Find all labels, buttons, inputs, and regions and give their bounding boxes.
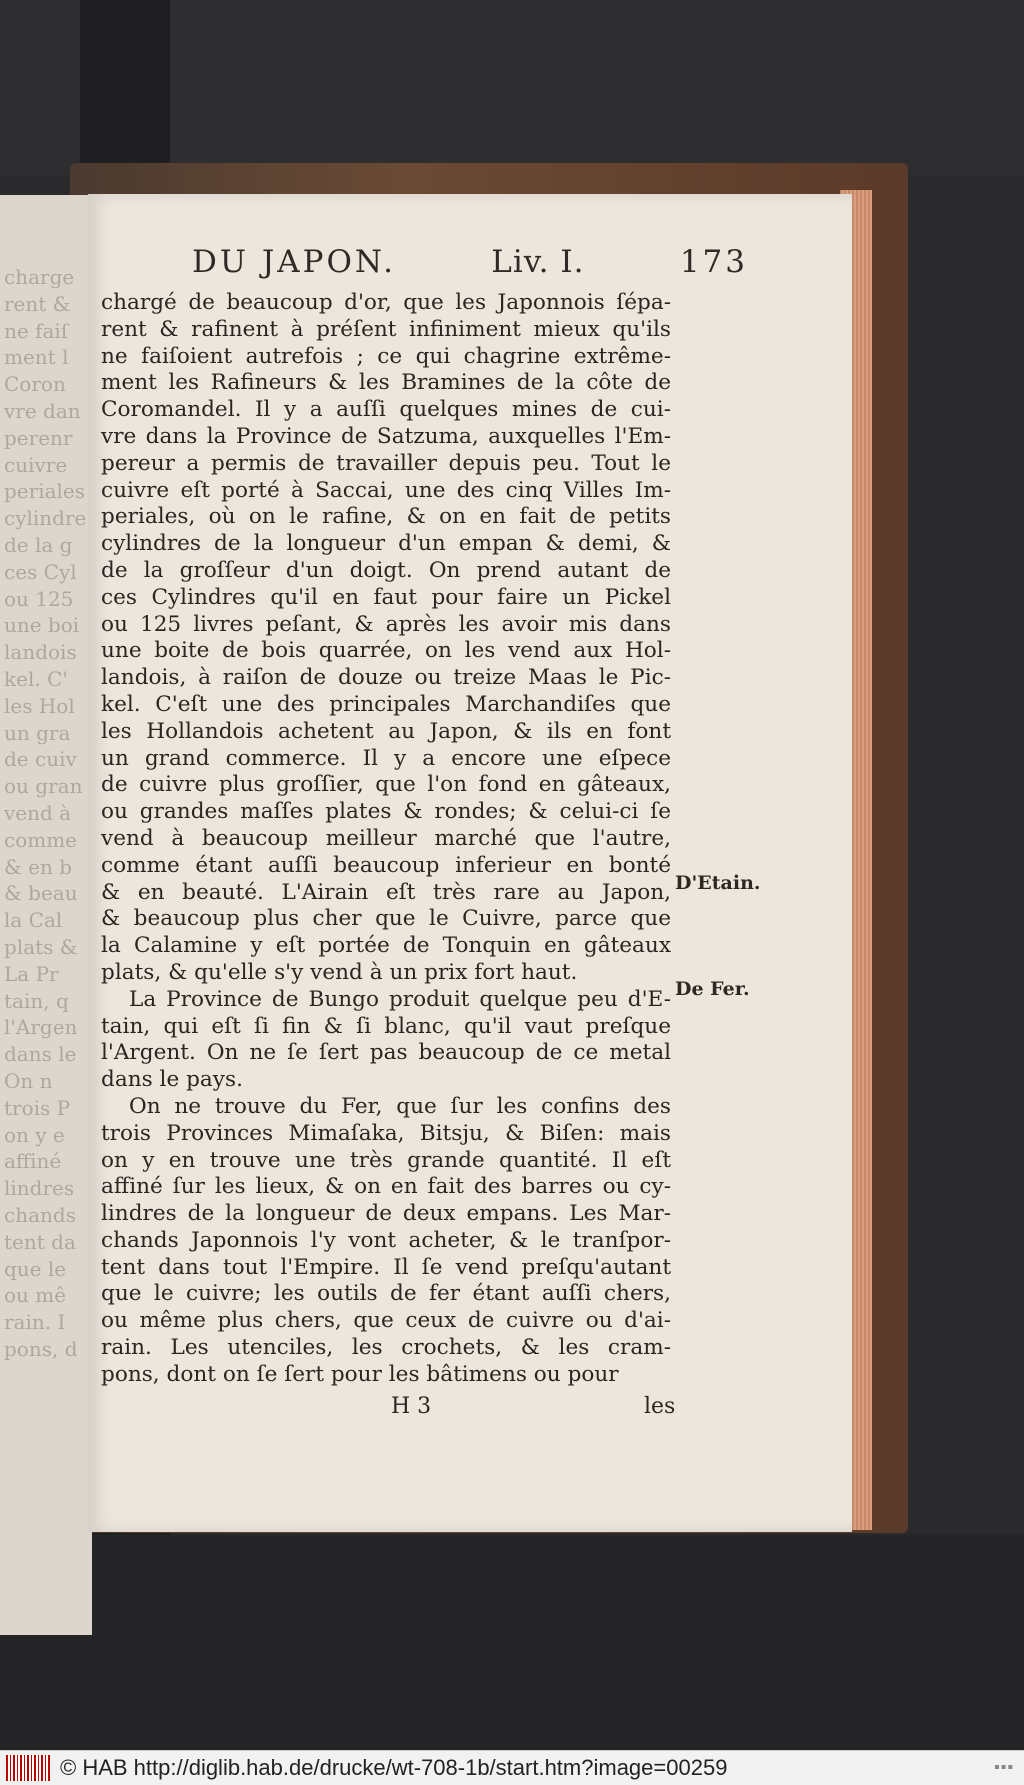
left-page-text-fragment: vre dan bbox=[4, 399, 81, 423]
left-page-text-fragment: vend à bbox=[4, 801, 72, 825]
left-page-text-fragment: ou mê bbox=[4, 1283, 67, 1308]
left-page-text-fragment: dans le bbox=[4, 1042, 77, 1067]
left-page-text-fragment: La Pr bbox=[4, 961, 59, 986]
page-number: 173 bbox=[679, 244, 748, 280]
left-page-text-fragment: cylindre bbox=[4, 506, 87, 531]
text-line: on y en trouve une très grande quantité. Il eſt bbox=[101, 1147, 671, 1173]
left-page-text-fragment: kel. C' bbox=[4, 667, 68, 691]
book-page bbox=[88, 194, 852, 1532]
left-page-text-fragment: une boi bbox=[4, 613, 80, 638]
left-page-text-fragment: Coron bbox=[4, 372, 66, 397]
left-page-text-fragment: tent da bbox=[4, 1229, 76, 1254]
catchword: les bbox=[644, 1394, 676, 1419]
left-page-text-fragment: comme bbox=[4, 827, 78, 852]
barcode-icon bbox=[6, 1755, 50, 1781]
text-line: pons, dont on ſe ſert pour les bâtimens ou pour bbox=[101, 1361, 619, 1387]
left-page-text-fragment: rain. I bbox=[4, 1310, 66, 1335]
running-header bbox=[192, 244, 748, 280]
left-page-text-fragment: rent & bbox=[4, 291, 71, 316]
left-page-text-fragment: perenr bbox=[4, 425, 73, 450]
text-line: La Province de Bungo produit quelque peu d'E- bbox=[129, 986, 671, 1012]
text-line: l'Argent. On ne ſe ſert pas beaucoup de ce metal bbox=[101, 1040, 671, 1066]
body-text bbox=[101, 290, 671, 1389]
left-page-text-fragment: que le bbox=[4, 1256, 67, 1281]
text-line: & en beauté. L'Airain eſt très rare au Japon, bbox=[101, 879, 671, 905]
left-page-fragment bbox=[0, 195, 92, 1635]
status-bar bbox=[0, 1750, 1024, 1785]
left-page-text-fragment: cuivre bbox=[4, 452, 68, 477]
left-page-text-fragment: ne faiſ bbox=[4, 318, 69, 343]
left-page-text-fragment: on y e bbox=[4, 1122, 65, 1147]
text-line: de la groſſeur d'un doigt. On prend autant de bbox=[101, 557, 671, 583]
left-page-text-fragment: les Hol bbox=[4, 693, 75, 718]
text-line: de cuivre plus groſſier, que l'on fond en gâteaux, bbox=[101, 772, 671, 798]
text-line: dans le pays. bbox=[101, 1067, 243, 1093]
text-line: un grand commerce. Il y a encore une eſpece bbox=[101, 745, 671, 771]
left-page-text-fragment: trois P bbox=[4, 1095, 71, 1120]
text-line: cuivre eſt porté à Saccai, une des cinq Villes Im- bbox=[101, 477, 671, 503]
copyright-url[interactable]: © HAB http://diglib.hab.de/drucke/wt-708-1b/start.htm?image=00259 bbox=[60, 1755, 728, 1780]
text-line: une boite de bois quarrée, on les vend aux Hol- bbox=[101, 638, 671, 664]
text-line: periales, où on le rafine, & on en fait de petits bbox=[101, 504, 671, 530]
left-page-text-fragment: affiné bbox=[4, 1149, 62, 1174]
left-page-text-fragment: ou 125 bbox=[4, 586, 74, 611]
left-page-text-fragment: periales bbox=[4, 479, 86, 504]
text-line: rain. Les utenciles, les crochets, & les cram- bbox=[101, 1335, 671, 1361]
left-page-text-fragment: ces Cyl bbox=[4, 559, 77, 584]
text-line: & beaucoup plus cher que le Cuivre, parce que bbox=[101, 906, 671, 932]
text-line: ne faiſoient autrefois ; ce qui chagrine extrême- bbox=[101, 343, 671, 369]
text-line: landois, à raiſon de douze ou treize Maas le Pic- bbox=[101, 665, 671, 691]
left-page-text-fragment: tain, q bbox=[4, 988, 69, 1013]
text-line: cylindres de la longueur d'un empan & demi, & bbox=[101, 531, 671, 557]
left-page-text-fragment: ou gran bbox=[4, 774, 83, 799]
text-line: vend à beaucoup meilleur marché que l'autre, bbox=[101, 825, 671, 851]
menu-dots-icon[interactable]: ▪▪▪ bbox=[993, 1759, 1014, 1776]
text-line: les Hollandois achetent au Japon, & ils en font bbox=[101, 718, 671, 744]
text-line: kel. C'eſt une des principales Marchandiſes que bbox=[101, 691, 671, 717]
text-line: comme étant auſſi beaucoup inferieur en bonté bbox=[101, 852, 671, 878]
margin-note-iron: De Fer. bbox=[675, 978, 750, 1000]
text-line: affiné ſur les lieux, & on en fait des barres ou cy- bbox=[101, 1174, 671, 1200]
text-line: que le cuivre; les outils de fer étant auſſi chers, bbox=[101, 1281, 671, 1307]
text-line: chands Japonnois l'y vont acheter, & le tranſpor- bbox=[101, 1227, 671, 1253]
margin-note-tin: D'Etain. bbox=[675, 872, 761, 894]
left-page-text-fragment: plats & bbox=[4, 935, 78, 959]
text-line: ces Cylindres qu'il en faut pour faire un Pickel bbox=[101, 584, 671, 610]
text-line: ment les Rafineurs & les Bramines de la côte de bbox=[101, 370, 671, 396]
left-page-text-fragment: ment l bbox=[4, 345, 69, 370]
text-line: Coromandel. Il y a auſſi quelques mines de cui- bbox=[101, 397, 671, 423]
text-line: pereur a permis de travailler depuis peu. Tout le bbox=[101, 450, 671, 476]
left-page-text-fragment: pons, d bbox=[4, 1337, 78, 1361]
left-page-text-fragment: l'Argen bbox=[4, 1015, 78, 1040]
left-page-text-fragment: un gra bbox=[4, 720, 71, 745]
text-line: chargé de beaucoup d'or, que les Japonnois ſépa- bbox=[101, 290, 671, 315]
text-line: ou grandes maſſes plates & rondes; & celui-ci ſe bbox=[101, 799, 671, 825]
text-line: vre dans la Province de Satzuma, auxquelles l'Em- bbox=[101, 423, 671, 449]
left-page-text-fragment: & en b bbox=[4, 854, 73, 879]
text-line: la Calamine y eſt portée de Tonquin en gâteaux bbox=[101, 933, 671, 959]
left-page-text-fragment: & beau bbox=[4, 881, 78, 906]
text-line: tent dans tout l'Empire. Il ſe vend preſqu'autant bbox=[101, 1254, 671, 1280]
text-line: rent & rafinent à préſent infiniment mieux qu'ils bbox=[101, 316, 671, 342]
header-book: Liv. I. bbox=[491, 244, 585, 280]
text-line: plats, & qu'elle s'y vend à un prix fort haut. bbox=[101, 959, 578, 985]
signature-mark: H 3 bbox=[391, 1394, 432, 1419]
left-page-text-fragment: la Cal bbox=[4, 908, 63, 933]
left-page-text-fragment: On n bbox=[4, 1069, 53, 1093]
text-line: lindres de la longueur de deux empans. Les Mar- bbox=[101, 1201, 671, 1227]
text-line: trois Provinces Mimaſaka, Bitsju, & Biſen: mais bbox=[101, 1120, 671, 1146]
text-line: ou 125 livres peſant, & après les avoir mis dans bbox=[101, 611, 671, 637]
left-page-text-fragment: lindres bbox=[4, 1176, 75, 1201]
left-page-text-fragment: chands bbox=[4, 1203, 76, 1227]
left-page-text-fragment: de la g bbox=[4, 533, 73, 557]
left-page-text-fragment: landois bbox=[4, 640, 77, 665]
background-bottom bbox=[0, 1535, 1024, 1750]
left-page-text-fragment: charge bbox=[4, 265, 75, 289]
text-line: On ne trouve du Fer, que ſur les confins des bbox=[129, 1093, 671, 1119]
text-line: ou même plus chers, que ceux de cuivre ou d'ai- bbox=[101, 1308, 671, 1334]
left-page-text-fragment: de cuiv bbox=[4, 747, 77, 772]
text-line: tain, qui eſt ſi fin & ſi blanc, qu'il vaut preſque bbox=[101, 1013, 671, 1039]
header-title: DU JAPON. bbox=[192, 244, 396, 280]
